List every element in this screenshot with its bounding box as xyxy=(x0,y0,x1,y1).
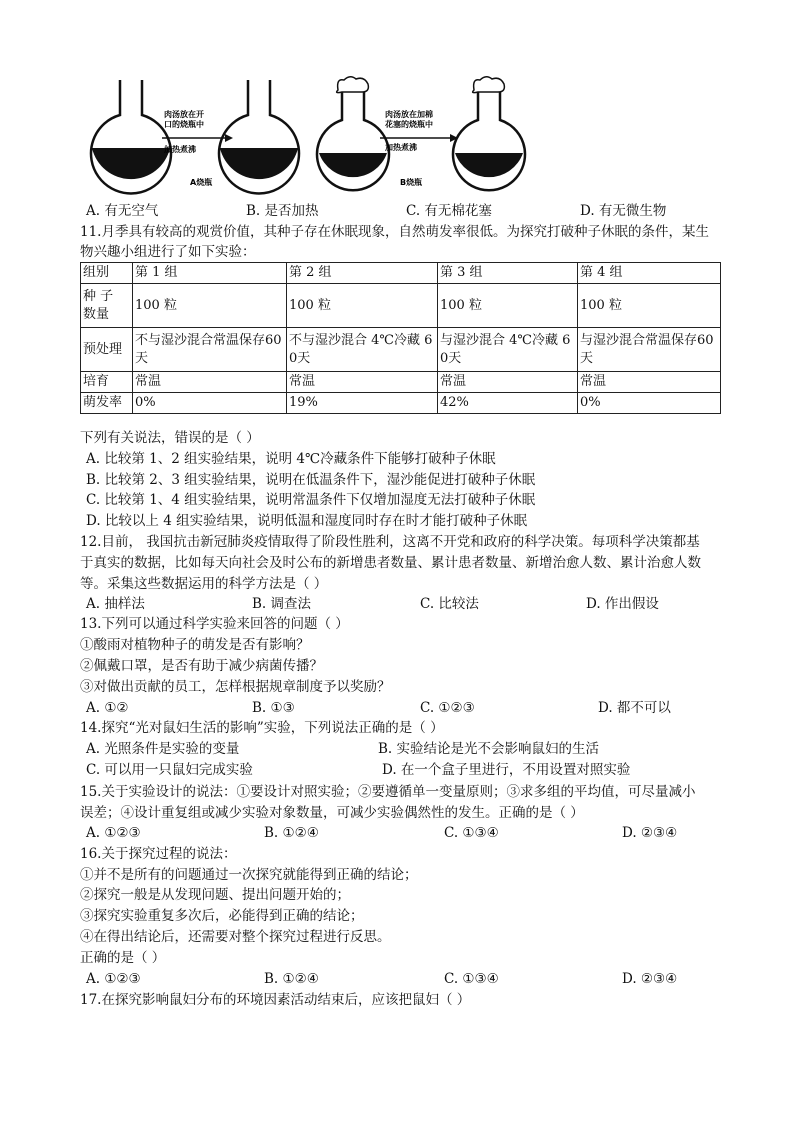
q12-stem-line1: 12.目前， 我国抗击新冠肺炎疫情取得了阶段性胜利，这离不开党和政府的科学决策。每项科学决策都基 xyxy=(80,534,700,550)
q16-item-1: ①并不是所有的问题通过一次探究就能得到正确的结论； xyxy=(80,867,418,883)
q14-option-a: A. 光照条件是实验的变量 xyxy=(86,741,240,757)
table-cell: 100 粒 xyxy=(438,284,578,328)
table-row xyxy=(81,393,721,414)
q16-item-4: ④在得出结论后，还需要对整个探究过程进行反思。 xyxy=(80,929,391,945)
table-cell: 0% xyxy=(578,393,721,414)
q14-stem: 14.探究“光对鼠妇生活的影响”实验，下列说法正确的是（ ） xyxy=(80,720,444,736)
q16-option-d: D. ②③④ xyxy=(622,971,678,987)
q12-stem-line2: 于真实的数据，比如每天向社会及时公布的新增患者数量、累计患者数量、新增治愈人数、累计治愈人数 xyxy=(80,555,701,571)
table-cell: 与湿沙混合 4℃冷藏 60天 xyxy=(438,328,578,372)
q13-stem: 13.下列可以通过科学实验来回答的问题（ ） xyxy=(80,616,349,632)
q13-item-3: ③对做出贡献的员工，怎样根据规章制度予以奖励？ xyxy=(80,679,391,695)
arrow-b-icon xyxy=(380,134,458,142)
table-row xyxy=(81,328,721,372)
table-cell: 第 2 组 xyxy=(287,263,438,284)
table-cell: 第 3 组 xyxy=(438,263,578,284)
q14-option-b: B. 实验结论是光不会影响鼠妇的生活 xyxy=(378,741,600,757)
q17-stem: 17.在探究影响鼠妇分布的环境因素活动结束后，应该把鼠妇（ ） xyxy=(80,992,471,1008)
note-a-line2: 口的烧瓶中 xyxy=(164,120,204,129)
q11-option-b: B. 比较第 2、3 组实验结果，说明在低温条件下，湿沙能促进打破种子休眠 xyxy=(86,472,536,488)
q12-option-c: C. 比较法 xyxy=(420,596,479,612)
q16-stem: 16.关于探究过程的说法： xyxy=(80,846,237,862)
q10-option-a: A. 有无空气 xyxy=(86,203,159,219)
q16-item-3: ③探究实验重复多次后，必能得到正确的结论； xyxy=(80,908,364,924)
table-cell: 100 粒 xyxy=(133,284,287,328)
table-cell: 100 粒 xyxy=(287,284,438,328)
table-cell: 0% xyxy=(133,393,287,414)
q16-option-b: B. ①②④ xyxy=(264,971,319,987)
q11-option-d: D. 比较以上 4 组实验结果，说明低温和湿度同时存在时才能打破种子休眠 xyxy=(86,513,528,529)
germination-table xyxy=(80,262,721,414)
q12-option-b: B. 调查法 xyxy=(252,596,312,612)
table-cell: 常温 xyxy=(133,372,287,393)
q10-option-b: B. 是否加热 xyxy=(246,203,319,219)
flask-experiment-figure xyxy=(80,70,720,200)
table-cell: 第 1 组 xyxy=(133,263,287,284)
q10-option-c: C. 有无棉花塞 xyxy=(406,203,492,219)
note-b-line2: 花塞的烧瓶中 xyxy=(385,120,433,129)
note-b-line1: 肉汤放在加棉 xyxy=(385,110,433,119)
q14-option-c: C. 可以用一只鼠妇完成实验 xyxy=(86,762,253,778)
table-cell: 常温 xyxy=(438,372,578,393)
table-cell: 不与湿沙混合 4℃冷藏 60天 xyxy=(287,328,438,372)
note-a-line1: 肉汤放在开 xyxy=(164,110,204,119)
q15-option-a: A. ①②③ xyxy=(86,825,141,841)
table-header-row xyxy=(81,263,721,284)
table-row xyxy=(81,372,721,393)
q14-option-d: D. 在一个盒子里进行，不用设置对照实验 xyxy=(382,762,631,778)
q15-option-c: C. ①③④ xyxy=(444,825,499,841)
table-cell: 种 子 数量 xyxy=(81,284,133,328)
table-cell: 萌发率 xyxy=(81,393,133,414)
q16-question: 正确的是（ ） xyxy=(80,950,166,966)
q13-option-a: A. ①② xyxy=(86,700,129,716)
caption-a: A烧瓶 xyxy=(190,178,213,187)
table-cell: 19% xyxy=(287,393,438,414)
table-cell: 100 粒 xyxy=(578,284,721,328)
q13-option-c: C. ①②③ xyxy=(420,700,475,716)
q13-item-1: ①酸雨对植物种子的萌发是否有影响？ xyxy=(80,637,310,653)
table-cell: 42% xyxy=(438,393,578,414)
q13-option-b: B. ①③ xyxy=(252,700,295,716)
table-row xyxy=(81,284,721,328)
table-cell: 不与湿沙混合常温保存60 天 xyxy=(133,328,287,372)
flask-b-after-icon xyxy=(453,77,525,191)
q11-question: 下列有关说法，错误的是（ ） xyxy=(80,430,260,446)
q11-option-c: C. 比较第 1、4 组实验结果，说明常温条件下仅增加湿度无法打破种子休眠 xyxy=(86,492,536,508)
q11-stem-line2: 物兴趣小组进行了如下实验： xyxy=(80,244,256,260)
q13-item-2: ②佩戴口罩，是否有助于减少病菌传播？ xyxy=(80,658,323,674)
note-b-line3: 加热煮沸 xyxy=(385,143,417,152)
q11-stem-line1: 11.月季具有较高的观赏价值，其种子存在休眠现象，自然萌发率很低。为探究打破种子休眠的条件，某生 xyxy=(80,224,709,240)
q12-option-d: D. 作出假设 xyxy=(586,596,659,612)
q10-option-d: D. 有无微生物 xyxy=(580,203,667,219)
table-cell: 组别 xyxy=(81,263,133,284)
q15-stem-line2: 误差；④设计重复组或减少实验对象数量，可减少实验偶然性的发生。正确的是（ ） xyxy=(80,805,584,821)
caption-b: B烧瓶 xyxy=(400,178,423,187)
q15-option-b: B. ①②④ xyxy=(264,825,319,841)
note-a-line3: 加热煮沸 xyxy=(164,145,196,154)
flask-a-after-icon xyxy=(219,80,299,193)
q15-option-d: D. ②③④ xyxy=(622,825,678,841)
q16-option-a: A. ①②③ xyxy=(86,971,141,987)
table-cell: 常温 xyxy=(287,372,438,393)
flask-a-before-icon xyxy=(91,80,171,193)
table-cell: 常温 xyxy=(578,372,721,393)
q16-item-2: ②探究一般是从发现问题、提出问题开始的； xyxy=(80,887,350,903)
q12-option-a: A. 抽样法 xyxy=(86,596,145,612)
flask-b-before-icon xyxy=(317,77,389,191)
table-cell: 预处理 xyxy=(81,328,133,372)
table-cell: 与湿沙混合常温保存60 天 xyxy=(578,328,721,372)
q13-option-d: D. 都不可以 xyxy=(598,700,671,716)
table-cell: 培育 xyxy=(81,372,133,393)
q16-option-c: C. ①③④ xyxy=(444,971,499,987)
q11-option-a: A. 比较第 1、2 组实验结果，说明 4℃冷藏条件下能够打破种子休眠 xyxy=(86,451,496,467)
table-cell: 第 4 组 xyxy=(578,263,721,284)
q12-stem-line3: 等。采集这些数据运用的科学方法是（ ） xyxy=(80,576,328,592)
q15-stem-line1: 15.关于实验设计的说法：①要设计对照实验；②要遵循单一变量原则；③求多组的平均值，可尽量减小 xyxy=(80,784,696,800)
